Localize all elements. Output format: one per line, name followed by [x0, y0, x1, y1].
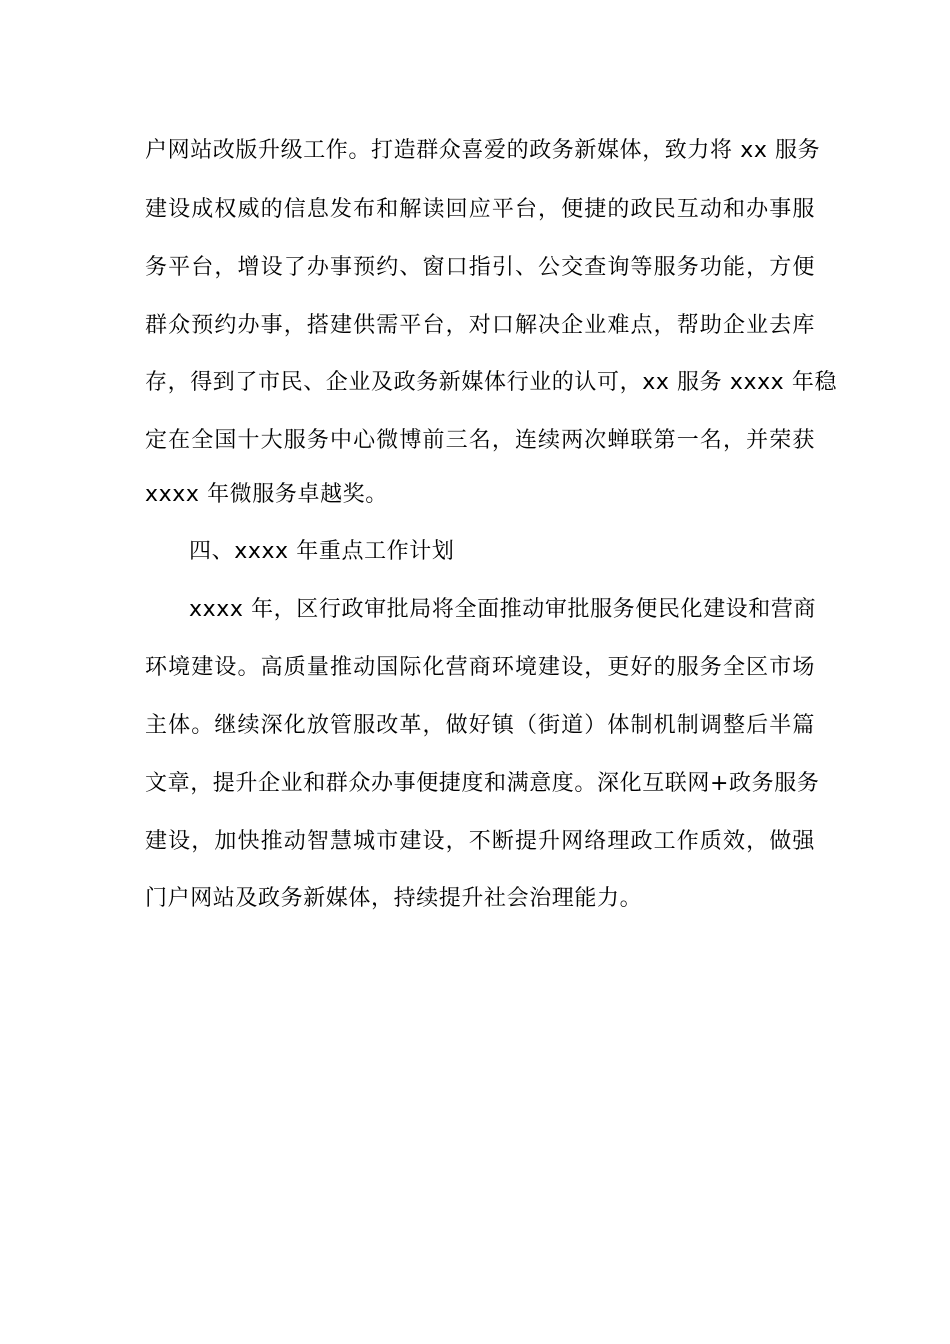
paragraph-1-line-5: 存，得到了市民、企业及政务新媒体行业的认可，xx 服务 xxxx 年稳: [145, 370, 838, 395]
paragraph-1-line-4: 群众预约办事，搭建供需平台，对口解决企业难点，帮助企业去库: [145, 313, 815, 338]
paragraph-2-line-2: 环境建设。高质量推动国际化营商环境建设，更好的服务全区市场: [145, 655, 815, 680]
paragraph-2-line-1: xxxx 年，区行政审批局将全面推动审批服务便民化建设和营商: [189, 597, 817, 622]
paragraph-2-line-4: 文章，提升企业和群众办事便捷度和满意度。深化互联网+政务服务: [145, 771, 820, 796]
paragraph-2-line-6: 门户网站及政务新媒体，持续提升社会治理能力。: [145, 886, 643, 911]
section-heading: 四、xxxx 年重点工作计划: [189, 539, 455, 564]
paragraph-1-line-6: 定在全国十大服务中心微博前三名，连续两次蝉联第一名，并荣获: [145, 428, 815, 453]
paragraph-2-line-5: 建设，加快推动智慧城市建设，不断提升网络理政工作质效，做强: [145, 829, 815, 854]
paragraph-1-line-1: 户网站改版升级工作。打造群众喜爱的政务新媒体，致力将 xx 服务: [145, 138, 821, 163]
paragraph-1-line-3: 务平台，增设了办事预约、窗口指引、公交查询等服务功能，方便: [145, 255, 815, 280]
paragraph-1-line-7: xxxx 年微服务卓越奖。: [145, 482, 388, 507]
paragraph-2-line-3: 主体。继续深化放管服改革，做好镇（街道）体制机制调整后半篇: [145, 713, 815, 738]
paragraph-1-line-2: 建设成权威的信息发布和解读回应平台，便捷的政民互动和办事服: [145, 197, 815, 222]
